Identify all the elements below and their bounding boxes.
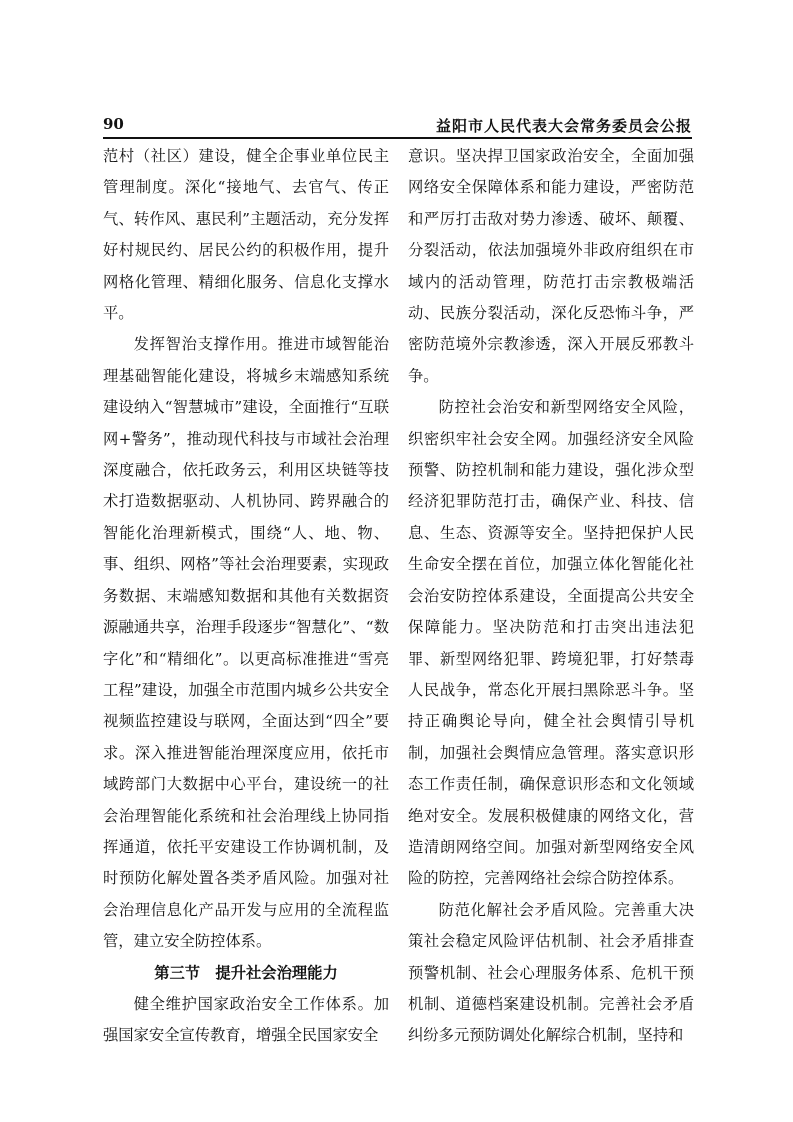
journal-title: 益阳市人民代表大会常务委员会公报 [435, 117, 692, 135]
section-heading: 第三节 提升社会治理能力 [154, 963, 338, 982]
paragraph-public-security: 防控社会治安和新型网络安全风险，织密织牢社会安全网。加强经济安全风险预警、防控机制和能力建设，强化涉众型经济犯罪防范打击，确保产业、科技、信息、生态、资源等安全。坚持把保护人民生命安全摆在首位，加强立体化智能化社会治安防控体系建设，全面提高公共安全保障能力。坚决防范和打击突出违法犯罪、新型网络犯罪、跨境犯罪，打好禁毒人民战争，常态化开展扫黑除恶斗争。坚持正确舆论导向，健全社会舆情引导机制，加强社会舆情应急管理。落实意识形态工作责任制，确保意识形态和文化领域绝对安全。发展积极健康的网络文化，营造清朗网络空间。加强对新型网络安全风险的防控，完善网络社会综合防控体系。 [408, 398, 694, 888]
paragraph-political-security: 健全维护国家政治安全工作体系。加强国家安全宣传教育，增强全民国家安全 [103, 994, 389, 1045]
right-column [408, 141, 694, 1052]
page-header [103, 113, 692, 139]
page-number: 90 [103, 115, 124, 133]
paragraph-continued: 范村（社区）建设，健全企事业单位民主管理制度。深化“接地气、去官气、传正气、转作风、惠民利”主题活动，充分发挥好村规民约、居民公约的积极作用，提升网格化管理、精细化服务、信息化支撑水平。 [103, 147, 389, 323]
paragraph-continued-right: 意识。坚决捍卫国家政治安全，全面加强网络安全保障体系和能力建设，严密防范和严厉打击敌对势力渗透、破坏、颠覆、分裂活动，依法加强境外非政府组织在市域内的活动管理，防范打击宗教极端活动、民族分裂活动，深化反恐怖斗争，严密防范境外宗教渗透，深入开展反邪教斗争。 [408, 147, 694, 385]
paragraph-social-conflict: 防范化解社会矛盾风险。完善重大决策社会稳定风险评估机制、社会矛盾排查预警机制、社会心理服务体系、危机干预机制、道德档案建设机制。完善社会矛盾纠纷多元预防调处化解综合机制，坚持和 [408, 900, 694, 1045]
left-column [103, 141, 389, 1052]
paragraph-smart-governance: 发挥智治支撑作用。推进市域智能治理基础智能化建设，将城乡末端感知系统建设纳入“智慧城市”建设，全面推行“互联网+警务”，推动现代科技与市域社会治理深度融合，依托政务云，利用区块链等技术打造数据驱动、人机协同、跨界融合的智能化治理新模式，围绕“人、地、物、事、组织、网格”等社会治理要素，实现政务数据、末端感知数据和其他有关数据资源融通共享，治理手段逐步“智慧化”、“数字化”和“精细化”。以更高标准推进“雪亮工程”建设，加强全市范围内城乡公共安全视频监控建设与联网，全面达到“四全”要求。深入推进智能治理深度应用，依托市域跨部门大数据中心平台，建设统一的社会治理智能化系统和社会治理线上协同指挥通道，依托平安建设工作协调机制，及时预防化解处置各类矛盾风险。加强对社会治理信息化产品开发与应用的全流程监管，建立安全防控体系。 [103, 335, 389, 951]
